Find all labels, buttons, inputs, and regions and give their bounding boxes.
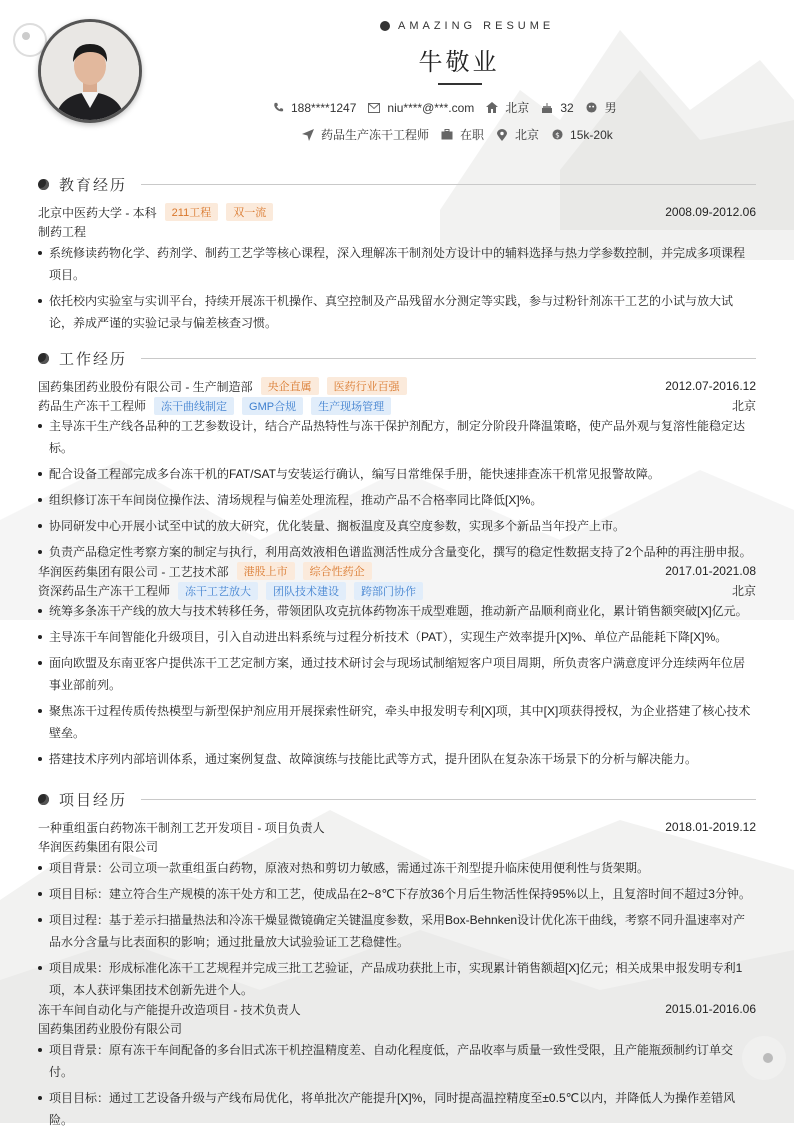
- school-name: 北京中医药大学 - 本科: [38, 205, 157, 220]
- project-org-row: [38, 837, 756, 855]
- section-header: [38, 348, 756, 368]
- project-period: 2015.01-2016.06: [665, 1002, 756, 1016]
- role-tag: 跨部门协作: [354, 582, 423, 600]
- mail-icon: [368, 102, 380, 114]
- list-item: 项目目标：建立符合生产规模的冻干处方和工艺，使成品在2~8℃下存放36个月后生物活性保持95%以上，且复溶时间不超过3分钟。: [38, 883, 756, 905]
- email-text: niu****@***.com: [387, 100, 475, 115]
- candidate-name: 牛敬业: [418, 48, 500, 76]
- project-org-row: [38, 1019, 756, 1037]
- role-tag: 冻干曲线制定: [154, 397, 234, 415]
- list-item: 项目过程：基于差示扫描量热法和冷冻干燥显微镜确定关键温度参数，采用Box-Behnken设计优化冻干曲线，考察不同升温速率对产品水分含量与比表面积的影响；通过批量放大试验验证工艺稳健性。: [38, 909, 756, 953]
- tagline-text: AMAZING RESUME: [398, 20, 555, 32]
- section-title: 教育经历: [59, 176, 128, 194]
- list-item: 组织修订冻干车间岗位操作法、清场规程与偏差处理流程，推动产品不合格率同比降低[X]%。: [38, 489, 756, 511]
- list-item: 协同研发中心开展小试至中试的放大研究，优化装量、搁板温度及真空度参数，实现多个新品当年投产上市。: [38, 515, 756, 537]
- company-tag: 综合性药企: [303, 562, 372, 580]
- company-name: 华润医药集团有限公司 - 工艺技术部: [38, 564, 229, 579]
- gender-icon: [586, 102, 598, 114]
- role-tag: 冻干工艺放大: [178, 582, 258, 600]
- list-item: 项目成果：形成标准化冻干工艺规程并完成三批工艺验证，产品成功获批上市，实现累计销售额超[X]亿元；相关成果申报发明专利1项，本人获评集团技术创新先进个人。: [38, 957, 756, 1001]
- job-location: 北京: [731, 584, 756, 598]
- name-underline: [438, 83, 482, 85]
- phone-text: 188****1247: [291, 100, 357, 115]
- target-city-item: [496, 126, 539, 143]
- list-item: 主导冻干车间智能化升级项目，引入自动进出料系统与过程分析技术（PAT），实现生产效率提升[X]%、单位产品能耗下降[X]%。: [38, 626, 756, 648]
- section-divider: [141, 799, 756, 800]
- project-org: 国药集团药业股份有限公司: [38, 1021, 183, 1036]
- project-period: 2018.01-2019.12: [665, 820, 756, 834]
- list-item: 项目背景：公司立项一款重组蛋白药物，原液对热和剪切力敏感，需通过冻干剂型提升临床使用便利性与货架期。: [38, 857, 756, 879]
- section-divider: [141, 358, 756, 359]
- send-icon: [302, 129, 314, 141]
- ink-dot-icon: [38, 353, 49, 364]
- money-icon: [551, 129, 563, 141]
- position-text: 药品生产冻干工程师: [321, 128, 430, 142]
- company-tag: 港股上市: [237, 562, 295, 580]
- job-role-row: [38, 581, 756, 600]
- work-section: [38, 348, 756, 774]
- education-row: [38, 202, 756, 222]
- briefcase-icon: [441, 129, 453, 141]
- company-tag: 医药行业百强: [327, 377, 407, 395]
- list-item: 搭建技术序列内部培训体系，通过案例复盘、故障演练与技能比武等方式，提升团队在复杂冻干场景下的分析与解决能力。: [38, 748, 756, 770]
- list-item: 聚焦冻干过程传质传热模型与新型保护剂应用开展探索性研究，牵头申报发明专利[X]项，其中[X]项获得授权，为企业搭建了核心技术壁垒。: [38, 700, 756, 744]
- email-item: [368, 101, 474, 115]
- age-item: [541, 101, 573, 115]
- ink-dot-icon: [38, 179, 49, 190]
- company-tag: 央企直属: [261, 377, 319, 395]
- job-role-row: [38, 396, 756, 415]
- list-item: 负责产品稳定性考察方案的制定与执行，利用高效液相色谱监测活性成分含量变化，撰写的稳定性数据支持了2个品种的再注册申报。: [38, 541, 756, 563]
- section-header: [38, 174, 756, 194]
- intent-row: [302, 126, 625, 143]
- list-item: 项目背景：原有冻干车间配备的多台旧式冻干机控温精度差、自动化程度低，产品收率与质量一致性受限，且产能瓶颈制约订单交付。: [38, 1039, 756, 1083]
- major-row: [38, 222, 756, 240]
- city-item: [486, 99, 529, 116]
- job-period: 2012.07-2016.12: [665, 379, 756, 393]
- svg-text:$: $: [554, 130, 560, 140]
- education-bullets: [38, 242, 756, 334]
- role-tag: 生产现场管理: [311, 397, 391, 415]
- list-item: 项目目标：通过工艺设备升级与产线布局优化，将单批次产能提升[X]%，同时提高温控精度至±0.5℃以内，并降低人为操作差错风险。: [38, 1087, 756, 1131]
- section-title: 工作经历: [59, 350, 128, 368]
- job-location: 北京: [731, 399, 756, 413]
- list-item: 主导冻干生产线各品种的工艺参数设计，结合产品热特性与冻干保护剂配方，制定分阶段升降温策略，使产品外观与复溶性能稳定达标。: [38, 415, 756, 459]
- cake-icon: [541, 102, 553, 114]
- project-row: [38, 817, 756, 837]
- age-text: 32: [560, 100, 574, 115]
- education-section: [38, 174, 756, 338]
- school-tag: 双一流: [226, 203, 273, 221]
- list-item: 面向欧盟及东南亚客户提供冻干工艺定制方案，通过技术研讨会与现场试制缩短客户项目周期，所负责客户满意度评分连续两年位居事业部前列。: [38, 652, 756, 696]
- phone-item: [272, 101, 356, 115]
- gender-item: [586, 99, 617, 116]
- project-name: 一种重组蛋白药物冻干制剂工艺开发项目 - 项目负责人: [38, 820, 325, 835]
- project-bullets: [38, 1039, 756, 1131]
- list-item: 统筹多条冻干产线的放大与技术转移任务，带领团队攻克抗体药物冻干成型难题，推动新产品顺利商业化，累计销售额突破[X]亿元。: [38, 600, 756, 622]
- project-row: [38, 999, 756, 1019]
- role-name: 资深药品生产冻干工程师: [38, 584, 171, 598]
- list-item: 系统修读药物化学、药剂学、制药工艺学等核心课程，深入理解冻干制剂处方设计中的辅料选择与热力学参数控制，并完成多项课程项目。: [38, 242, 756, 286]
- list-item: 配合设备工程部完成多台冻干机的FAT/SAT与安装运行确认，编写日常维保手册，能快速排查冻干机常见报警故障。: [38, 463, 756, 485]
- projects-section: [38, 789, 756, 1135]
- target-city-text: 北京: [515, 128, 540, 142]
- salary-text: 15k-20k: [570, 127, 613, 142]
- education-period: 2008.09-2012.06: [665, 205, 756, 219]
- role-tag: GMP合规: [242, 397, 303, 415]
- project-bullets: [38, 857, 756, 1001]
- project-org: 华润医药集团有限公司: [38, 839, 159, 854]
- phone-icon: [272, 102, 284, 114]
- section-title: 项目经历: [59, 791, 128, 809]
- resume-tagline: [380, 20, 554, 32]
- ink-dot-icon: [380, 21, 390, 31]
- role-name: 药品生产冻干工程师: [38, 399, 147, 413]
- job-company-row: [38, 376, 756, 396]
- role-tag: 团队技术建设: [266, 582, 346, 600]
- ink-dot-icon: [38, 794, 49, 805]
- company-name: 国药集团药业股份有限公司 - 生产制造部: [38, 379, 253, 394]
- salary-item: [551, 128, 613, 142]
- section-header: [38, 789, 756, 809]
- school-tag: 211工程: [165, 203, 219, 221]
- city-text: 北京: [505, 101, 530, 115]
- status-item: [441, 126, 484, 143]
- position-item: [302, 126, 429, 143]
- job-bullets: [38, 600, 756, 770]
- home-icon: [486, 102, 498, 114]
- list-item: 依托校内实验室与实训平台，持续开展冻干机操作、真空控制及产品残留水分测定等实践，参与过粉针剂冻干工艺的小试与放大试论，养成严谨的实验记录与偏差核查习惯。: [38, 290, 756, 334]
- gender-text: 男: [604, 101, 617, 115]
- major-text: 制药工程: [38, 224, 87, 239]
- project-name: 冻干车间自动化与产能提升改造项目 - 技术负责人: [38, 1002, 301, 1017]
- job-bullets: [38, 415, 756, 563]
- job-company-row: [38, 561, 756, 581]
- section-divider: [141, 184, 756, 185]
- job-period: 2017.01-2021.08: [665, 564, 756, 578]
- location-pin-icon: [496, 129, 508, 141]
- contact-row: [272, 99, 629, 116]
- status-text: 在职: [460, 128, 485, 142]
